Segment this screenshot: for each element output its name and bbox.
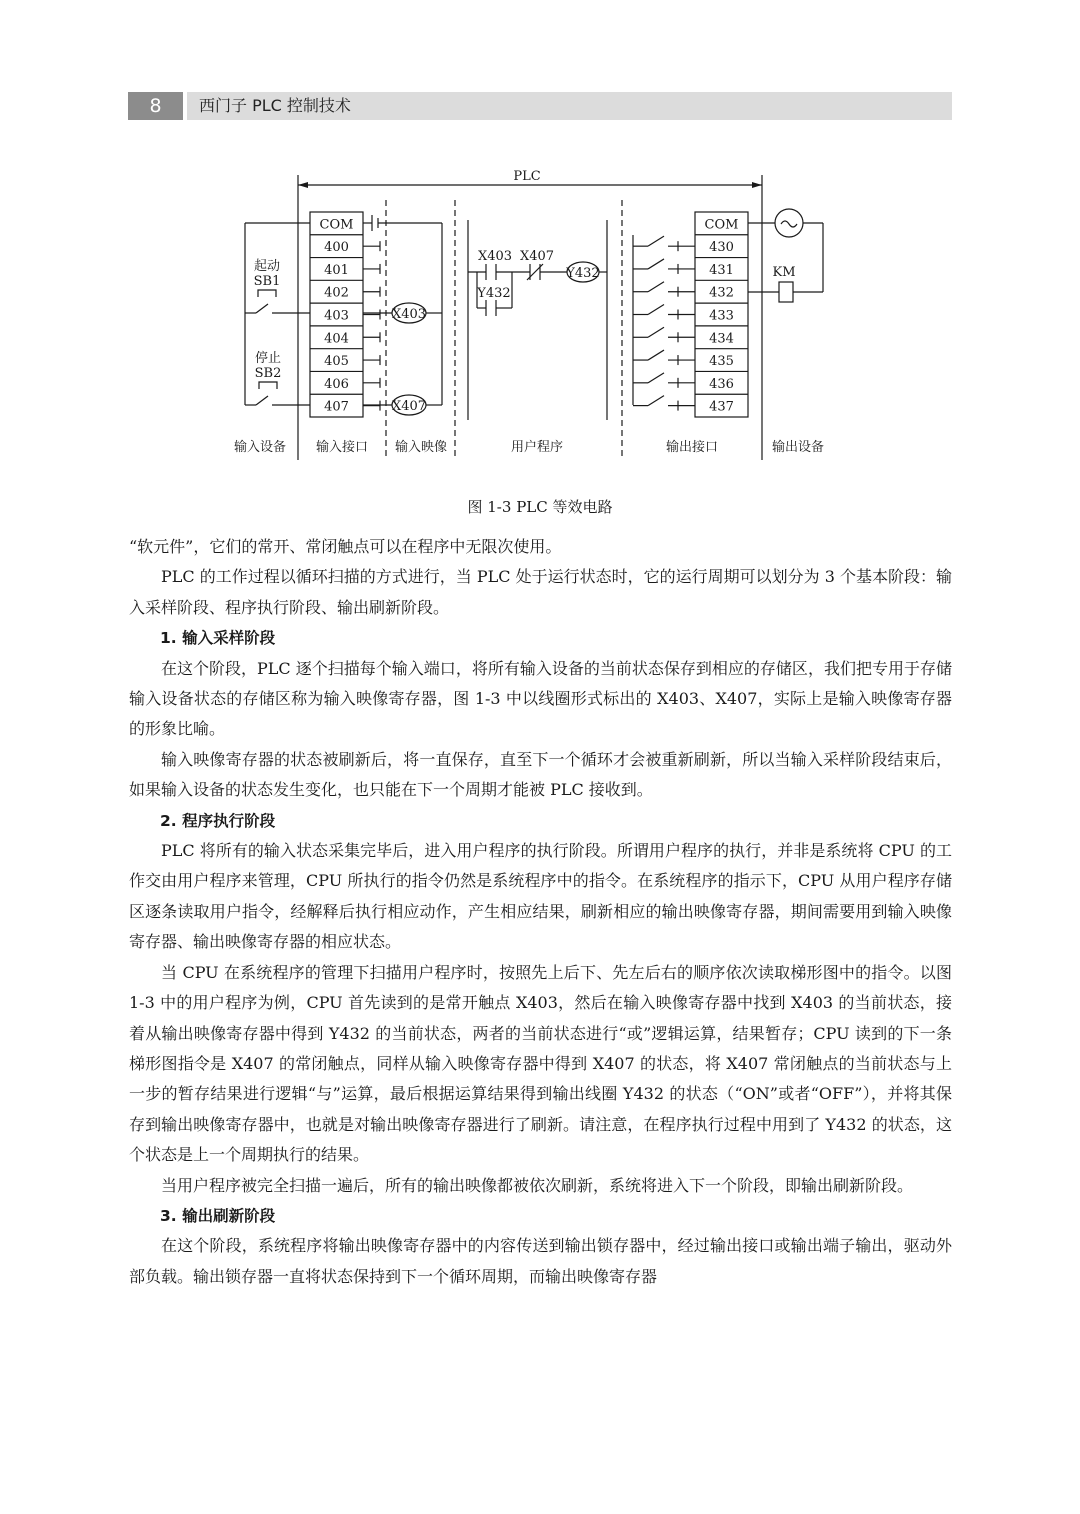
section-heading: 2. 程序执行阶段 [160, 811, 276, 830]
page-number: 8 [128, 92, 183, 120]
sb1-label: SB1 [253, 274, 281, 289]
section-labels [234, 439, 824, 455]
terminal-label: 403 [324, 308, 349, 324]
sb2-label: SB2 [254, 366, 282, 381]
output-terminal-block [633, 212, 748, 417]
paragraph: 在这个阶段，系统程序将输出映像寄存器中的内容传送到输出锁存器中，经过输出接口或输出端子输出，驱动外部负载。输出锁存器一直将状态保持到下一个循环周期，而输出映像寄存器 [129, 1236, 952, 1286]
km-label: KM [772, 265, 796, 280]
section-heading: 3. 输出刷新阶段 [160, 1206, 276, 1225]
svg-text:输入映像: 输入映像 [394, 440, 448, 455]
svg-text:输出设备: 输出设备 [771, 440, 825, 455]
paragraph: 输入映像寄存器的状态被刷新后，将一直保存，直至下一个循环才会被重新刷新，所以当输入采样阶段结束后，如果输入设备的状态发生变化，也只能在下一个周期才能被 PLC 接收到。 [129, 749, 952, 800]
terminal-label: 405 [324, 354, 349, 370]
x407-image: X407 [391, 399, 427, 414]
plc-label: PLC [513, 169, 541, 184]
start-label: 起动 [253, 259, 281, 274]
terminal-label: 433 [709, 308, 734, 324]
figure-caption: 图 1-3 PLC 等效电路 [467, 498, 613, 516]
paragraph: “软元件”，它们的常开、常闭触点可以在程序中无限次使用。 [129, 537, 562, 556]
body-text [129, 532, 952, 1292]
terminal-label: 401 [324, 262, 349, 278]
terminal-label: 434 [709, 331, 734, 347]
running-title: 西门子 PLC 控制技术 [187, 92, 952, 120]
svg-text:用户程序: 用户程序 [510, 440, 564, 455]
paragraph: PLC 将所有的输入状态采集完毕后，进入用户程序的执行阶段。所谓用户程序的执行，并非是系统将 CPU 的工作交由用户程序来管理，CPU 所执行的指令仍然是系统程序中的指令。在系统程序的指示下，CPU 从用户程序存储区逐条读取用户指令，经解释后执行相应动作，产生相应结果，刷新相应的输出映像寄存器，期间需要用到输入映像寄存器、输出映像寄存器的相应状态。 [129, 841, 952, 952]
stop-label: 停止 [254, 351, 282, 366]
svg-text:输入接口: 输入接口 [315, 440, 369, 455]
terminal-label: 437 [709, 399, 734, 415]
coil-y432: Y432 [566, 266, 600, 281]
terminal-label: 400 [324, 240, 349, 256]
contact-y432: Y432 [477, 286, 511, 301]
section-heading: 1. 输入采样阶段 [160, 629, 276, 648]
paragraph: 当用户程序被完全扫描一遍后，所有的输出映像都被依次刷新，系统将进入下一个阶段，即输出刷新阶段。 [161, 1175, 914, 1195]
terminal-label: COM [704, 217, 739, 233]
page-header [128, 92, 952, 120]
terminal-label: 431 [709, 262, 734, 278]
contact-x407: X407 [519, 249, 555, 264]
terminal-label: 430 [709, 240, 734, 256]
input-image-coils [363, 303, 442, 415]
terminal-label: COM [319, 217, 354, 233]
terminal-label: 432 [709, 285, 734, 301]
terminal-label: 404 [324, 331, 349, 347]
contact-x403: X403 [477, 249, 513, 264]
user-program-ladder [468, 220, 607, 420]
terminal-label: 406 [324, 376, 349, 392]
terminal-label: 435 [709, 354, 734, 370]
plc-equivalent-circuit [0, 160, 1080, 480]
terminal-label: 402 [324, 285, 349, 301]
paragraph: 当 CPU 在系统程序的管理下扫描用户程序时，按照先上后下、先左后右的顺序依次读取梯形图中的指令。以图 1-3 中的用户程序为例，CPU 首先读到的是常开触点 X403，然后在输入映像寄存器中找到 X403 的当前状态，接着从输出映像寄存器中得到 Y432 的当前状态，两者的当前状态进行“或”逻辑运算，结果暂存；CPU 读到的下一条梯形图指令是 X407 的常闭触点，同样从输入映像寄存器中得到 X407 的状态，将 X407 常闭触点的当前状态与上一步的暂存结果进行逻辑“与”运算，最后根据运算结果得到输出线圈 Y432 的状态（“ON”或者“OFF”），并将其保存到输出映像寄存器中，也就是对输出映像寄存器进行了刷新。请注意，在程序执行过程中用到了 Y432 的状态，这个状态是上一个周期执行的结果。 [129, 962, 952, 1165]
svg-text:输出接口: 输出接口 [665, 440, 719, 455]
paragraph: PLC 的工作过程以循环扫描的方式进行，当 PLC 处于运行状态时，它的运行周期可以划分为 3 个基本阶段：输入采样阶段、程序执行阶段、输出刷新阶段。 [129, 567, 952, 617]
input-devices [245, 223, 310, 405]
terminal-label: 407 [324, 399, 349, 415]
x403-image: X403 [391, 307, 427, 322]
paragraph: 在这个阶段，PLC 逐个扫描每个输入端口，将所有输入设备的当前状态保存到相应的存储区，我们把专用于存储输入设备状态的存储区称为输入映像寄存器，图 1-3 中以线圈形式标出的 X403、X407，实际上是输入映像寄存器的形象比喻。 [129, 658, 952, 739]
output-devices [748, 209, 823, 302]
svg-text:输入设备: 输入设备 [233, 440, 287, 455]
terminal-label: 436 [709, 376, 734, 392]
